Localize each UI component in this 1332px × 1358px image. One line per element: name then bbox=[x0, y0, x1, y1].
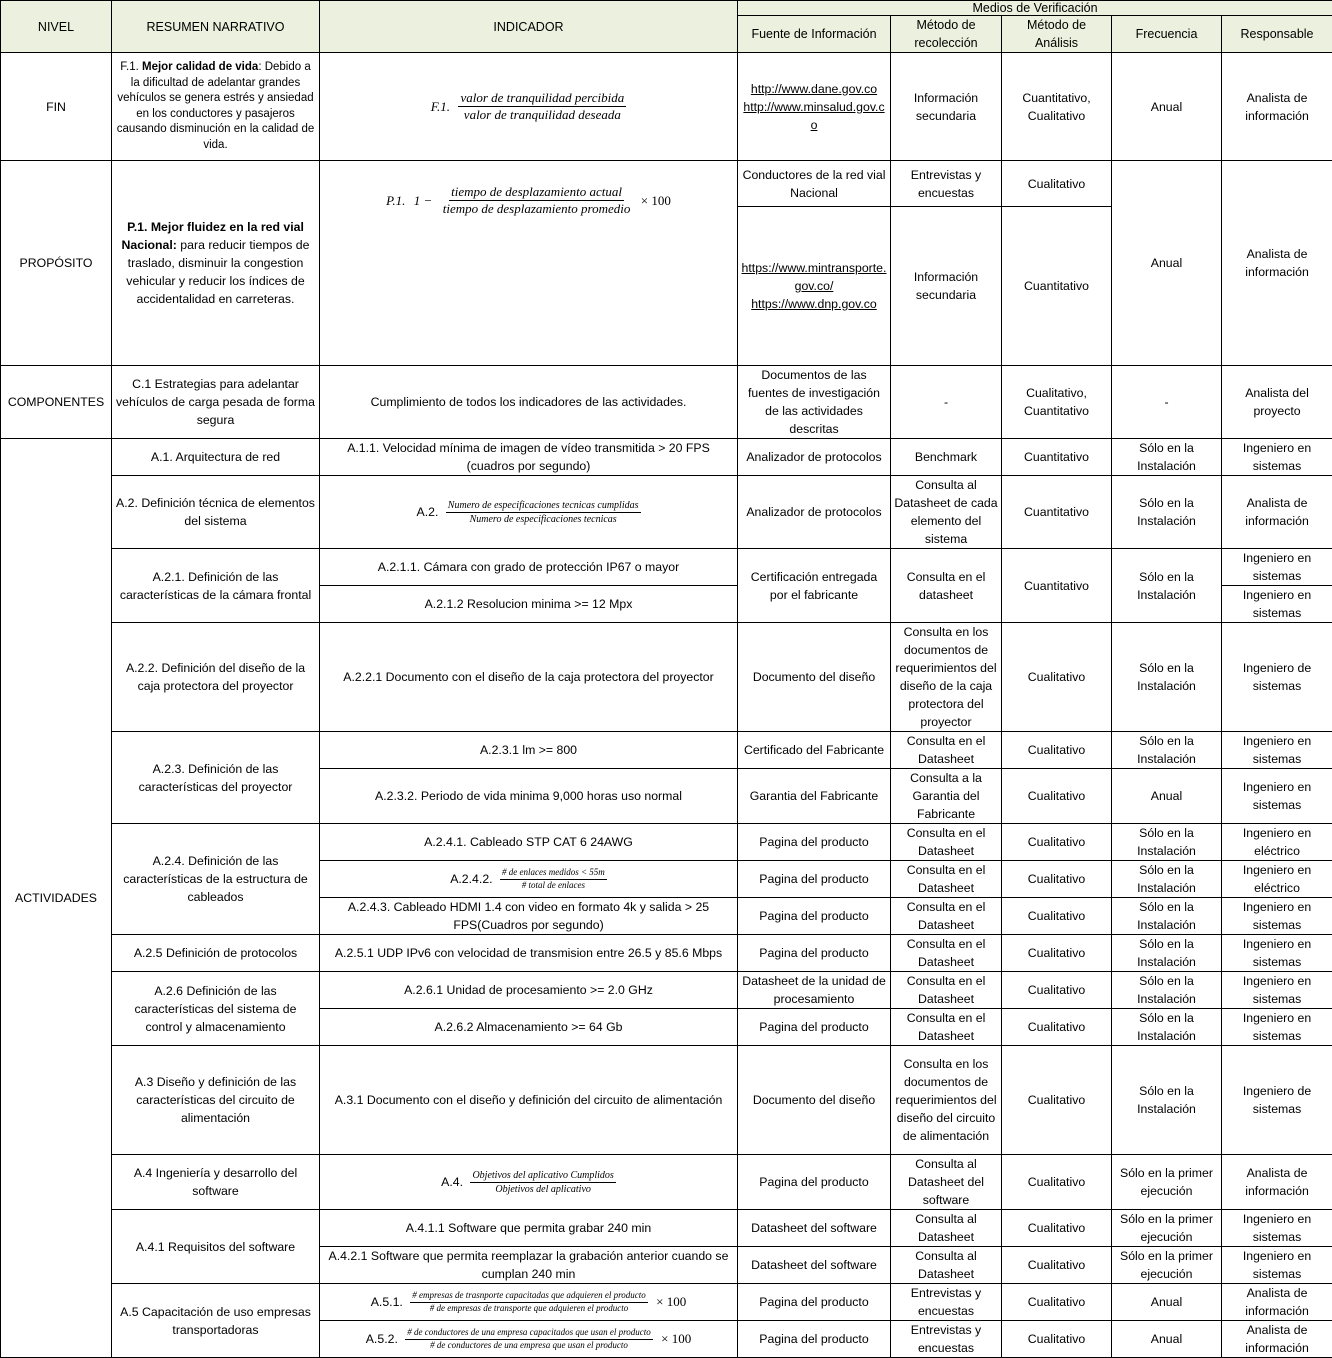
nivel-fin: FIN bbox=[1, 53, 112, 161]
analisis-fin: Cuantitativo, Cualitativo bbox=[1002, 53, 1112, 161]
frecuencia-a241: Sólo en la Instalación bbox=[1112, 824, 1222, 861]
recoleccion-a243: Consulta en el Datasheet bbox=[891, 898, 1002, 935]
resumen-a5: A.5 Capacitación de uso empresas transportadoras bbox=[112, 1284, 320, 1358]
indicador-a22: A.2.2.1 Documento con el diseño de la caja protectora del proyector bbox=[320, 623, 738, 732]
responsable-a262: Ingeniero en sistemas bbox=[1222, 1009, 1332, 1046]
recoleccion-a25: Consulta en el Datasheet bbox=[891, 935, 1002, 972]
responsable-a51: Analista de información bbox=[1222, 1284, 1332, 1321]
responsable-a22: Ingeniero de sistemas bbox=[1222, 623, 1332, 732]
indicador-a241: A.2.4.1. Cableado STP CAT 6 24AWG bbox=[320, 824, 738, 861]
recoleccion-a2: Consulta al Datasheet de cada elemento del sistema bbox=[891, 476, 1002, 549]
indicador-a243: A.2.4.3. Cableado HDMI 1.4 con video en formato 4k y salida > 25 FPS(Cuadros por segundo) bbox=[320, 898, 738, 935]
responsable-a52: Analista de información bbox=[1222, 1321, 1332, 1358]
recoleccion-a22: Consulta en los documentos de requerimientos del diseño de la caja protectora del proyector bbox=[891, 623, 1002, 732]
recoleccion-a52: Entrevistas y encuestas bbox=[891, 1321, 1002, 1358]
analisis-a21: Cuantitativo bbox=[1002, 549, 1112, 623]
fuente-a243: Pagina del producto bbox=[738, 898, 891, 935]
frecuencia-a51: Anual bbox=[1112, 1284, 1222, 1321]
recoleccion-a411: Consulta al Datasheet bbox=[891, 1210, 1002, 1247]
indicador-a231: A.2.3.1 lm >= 800 bbox=[320, 732, 738, 769]
frecuencia-a52: Anual bbox=[1112, 1321, 1222, 1358]
indicador-fin: F.1. $\frac{\text{valor de tranquilidad percibida}}{\text{valor de tranquilidad deseada}}$ bbox=[320, 53, 738, 161]
nivel-actividades: ACTIVIDADES bbox=[1, 439, 112, 1358]
frecuencia-fin: Anual bbox=[1112, 53, 1222, 161]
fuente-componentes: Documentos de las fuentes de investigación de las actividades descritas bbox=[738, 366, 891, 439]
responsable-a231: Ingeniero en sistemas bbox=[1222, 732, 1332, 769]
fuente-a262: Pagina del producto bbox=[738, 1009, 891, 1046]
analisis-a231: Cualitativo bbox=[1002, 732, 1112, 769]
indicador-a25: A.2.5.1 UDP IPv6 con velocidad de transmision entre 26.5 y 85.6 Mbps bbox=[320, 935, 738, 972]
resumen-a23: A.2.3. Definición de las características del proyector bbox=[112, 732, 320, 824]
analisis-a421: Cualitativo bbox=[1002, 1247, 1112, 1284]
frecuencia-a3: Sólo en la Instalación bbox=[1112, 1046, 1222, 1155]
recoleccion-a232: Consulta a la Garantia del Fabricante bbox=[891, 769, 1002, 824]
recoleccion-a231: Consulta en el Datasheet bbox=[891, 732, 1002, 769]
header-medios: Medios de Verificación bbox=[738, 1, 1332, 16]
frecuencia-a22: Sólo en la Instalación bbox=[1112, 623, 1222, 732]
analisis-a242: Cualitativo bbox=[1002, 861, 1112, 898]
recoleccion-proposito-b: Información secundaria bbox=[891, 207, 1002, 366]
resumen-a24: A.2.4. Definición de las características de la estructura de cableados bbox=[112, 824, 320, 935]
analisis-a52: Cualitativo bbox=[1002, 1321, 1112, 1358]
frecuencia-a21: Sólo en la Instalación bbox=[1112, 549, 1222, 623]
frecuencia-a25: Sólo en la Instalación bbox=[1112, 935, 1222, 972]
link-dane[interactable]: http://www.dane.gov.co bbox=[741, 80, 887, 98]
recoleccion-a3: Consulta en los documentos de requerimientos del diseño del circuito de alimentación bbox=[891, 1046, 1002, 1155]
analisis-a232: Cualitativo bbox=[1002, 769, 1112, 824]
analisis-a22: Cualitativo bbox=[1002, 623, 1112, 732]
responsable-a242: Ingeniero en eléctrico bbox=[1222, 861, 1332, 898]
analisis-a3: Cualitativo bbox=[1002, 1046, 1112, 1155]
responsable-a3: Ingeniero de sistemas bbox=[1222, 1046, 1332, 1155]
fuente-a22: Documento del diseño bbox=[738, 623, 891, 732]
resumen-a26: A.2.6 Definición de las características del sistema de control y almacenamiento bbox=[112, 972, 320, 1046]
recoleccion-a51: Entrevistas y encuestas bbox=[891, 1284, 1002, 1321]
responsable-proposito: Analista de información bbox=[1222, 161, 1332, 366]
fuente-a261: Datasheet de la unidad de procesamiento bbox=[738, 972, 891, 1009]
responsable-componentes: Analista del proyecto bbox=[1222, 366, 1332, 439]
indicador-a211: A.2.1.1. Cámara con grado de protección IP67 o mayor bbox=[320, 549, 738, 586]
resumen-a3: A.3 Diseño y definición de las características del circuito de alimentación bbox=[112, 1046, 320, 1155]
indicador-a261: A.2.6.1 Unidad de procesamiento >= 2.0 GHz bbox=[320, 972, 738, 1009]
indicador-proposito: P.1. 1 − $\frac{\text{tiempo de desplazamiento actual}}{\text{tiempo de desplazamiento promedio}}$ × 100 bbox=[320, 161, 738, 366]
resumen-a1: A.1. Arquitectura de red bbox=[112, 439, 320, 476]
analisis-a25: Cualitativo bbox=[1002, 935, 1112, 972]
analisis-proposito-b: Cuantitativo bbox=[1002, 207, 1112, 366]
fuente-proposito-b bbox=[738, 207, 891, 366]
frecuencia-a1: Sólo en la Instalación bbox=[1112, 439, 1222, 476]
recoleccion-a241: Consulta en el Datasheet bbox=[891, 824, 1002, 861]
analisis-a243: Cualitativo bbox=[1002, 898, 1112, 935]
indicador-a212: A.2.1.2 Resolucion minima >= 12 Mpx bbox=[320, 586, 738, 623]
recoleccion-a1: Benchmark bbox=[891, 439, 1002, 476]
resumen-a4: A.4 Ingeniería y desarrollo del software bbox=[112, 1155, 320, 1210]
resumen-a41: A.4.1 Requisitos del software bbox=[112, 1210, 320, 1284]
fuente-fin bbox=[738, 53, 891, 161]
header-analisis: Método de Análisis bbox=[1002, 16, 1112, 53]
header-frecuencia: Frecuencia bbox=[1112, 16, 1222, 53]
fuente-a21: Certificación entregada por el fabricante bbox=[738, 549, 891, 623]
analisis-a1: Cuantitativo bbox=[1002, 439, 1112, 476]
fuente-a411: Datasheet del software bbox=[738, 1210, 891, 1247]
header-responsable: Responsable bbox=[1222, 16, 1332, 53]
indicador-a421: A.4.2.1 Software que permita reemplazar la grabación anterior cuando se cumplan 240 min bbox=[320, 1247, 738, 1284]
resumen-a25: A.2.5 Definición de protocolos bbox=[112, 935, 320, 972]
responsable-a232: Ingeniero en sistemas bbox=[1222, 769, 1332, 824]
analisis-componentes: Cualitativo, Cuantitativo bbox=[1002, 366, 1112, 439]
fuente-a241: Pagina del producto bbox=[738, 824, 891, 861]
resumen-a2: A.2. Definición técnica de elementos del sistema bbox=[112, 476, 320, 549]
recoleccion-a21: Consulta en el datasheet bbox=[891, 549, 1002, 623]
nivel-proposito: PROPÓSITO bbox=[1, 161, 112, 366]
analisis-a241: Cualitativo bbox=[1002, 824, 1112, 861]
header-recoleccion: Método de recolección bbox=[891, 16, 1002, 53]
indicador-a262: A.2.6.2 Almacenamiento >= 64 Gb bbox=[320, 1009, 738, 1046]
analisis-a4: Cualitativo bbox=[1002, 1155, 1112, 1210]
frecuencia-a242: Sólo en la Instalación bbox=[1112, 861, 1222, 898]
resumen-fin: F.1. Mejor calidad de vida: Debido a la dificultad de adelantar grandes vehículos se genera estrés y ansiedad en los conductores y pasajeros causando disminución en la calidad de vida. bbox=[112, 53, 320, 161]
indicador-a51: A.5.1. # empresas de trasnporte capacitadas que adquieren el producto # de empresas de transporte que adquieren el producto × 100 bbox=[320, 1284, 738, 1321]
fuente-a231: Certificado del Fabricante bbox=[738, 732, 891, 769]
fuente-a25: Pagina del producto bbox=[738, 935, 891, 972]
recoleccion-a262: Consulta en el Datasheet bbox=[891, 1009, 1002, 1046]
responsable-a25: Ingeniero en sistemas bbox=[1222, 935, 1332, 972]
responsable-fin: Analista de información bbox=[1222, 53, 1332, 161]
header-fuente: Fuente de Información bbox=[738, 16, 891, 53]
responsable-a2: Analista de información bbox=[1222, 476, 1332, 549]
indicador-componentes: Cumplimiento de todos los indicadores de las actividades. bbox=[320, 366, 738, 439]
header-resumen: RESUMEN NARRATIVO bbox=[112, 1, 320, 53]
responsable-a243: Ingeniero en sistemas bbox=[1222, 898, 1332, 935]
indicador-a232: A.2.3.2. Periodo de vida minima 9,000 horas uso normal bbox=[320, 769, 738, 824]
frecuencia-a411: Sólo en la primer ejecución bbox=[1112, 1210, 1222, 1247]
recoleccion-a261: Consulta en el Datasheet bbox=[891, 972, 1002, 1009]
analisis-a262: Cualitativo bbox=[1002, 1009, 1112, 1046]
link-mintransporte[interactable]: https://www.mintransporte.gov.co/ bbox=[741, 259, 887, 295]
frecuencia-a261: Sólo en la Instalación bbox=[1112, 972, 1222, 1009]
analisis-a411: Cualitativo bbox=[1002, 1210, 1112, 1247]
responsable-a411: Ingeniero en sistemas bbox=[1222, 1210, 1332, 1247]
indicador-a52: A.5.2. # de conductores de una empresa capacitados que usan el producto # de conductores de una empresa que usan el producto × 100 bbox=[320, 1321, 738, 1358]
fuente-a3: Documento del diseño bbox=[738, 1046, 891, 1155]
frecuencia-a4: Sólo en la primer ejecución bbox=[1112, 1155, 1222, 1210]
recoleccion-proposito-a: Entrevistas y encuestas bbox=[891, 161, 1002, 207]
frecuencia-a232: Anual bbox=[1112, 769, 1222, 824]
indicador-a3: A.3.1 Documento con el diseño y definición del circuito de alimentación bbox=[320, 1046, 738, 1155]
nivel-componentes: COMPONENTES bbox=[1, 366, 112, 439]
fuente-proposito-a: Conductores de la red vial Nacional bbox=[738, 161, 891, 207]
frecuencia-a2: Sólo en la Instalación bbox=[1112, 476, 1222, 549]
resumen-a21: A.2.1. Definición de las características de la cámara frontal bbox=[112, 549, 320, 623]
fuente-a1: Analizador de protocolos bbox=[738, 439, 891, 476]
frecuencia-a262: Sólo en la Instalación bbox=[1112, 1009, 1222, 1046]
indicador-a242: A.2.4.2. $\frac{\text{\# de enlaces medidos < 55m}}{\text{\# total de enlaces}}$ bbox=[320, 861, 738, 898]
responsable-a1: Ingeniero en sistemas bbox=[1222, 439, 1332, 476]
fuente-a2: Analizador de protocolos bbox=[738, 476, 891, 549]
indicador-a4: A.4. $\frac{\text{Objetivos del aplicativo Cumplidos}}{\text{Objetivos del aplicativo}}$ bbox=[320, 1155, 738, 1210]
fuente-a52: Pagina del producto bbox=[738, 1321, 891, 1358]
resumen-proposito: P.1. Mejor fluidez en la red vial Nacional: para reducir tiempos de traslado, disminuir la congestion vehicular y reducir los índices de accidentalidad en carreteras. bbox=[112, 161, 320, 366]
indicador-a411: A.4.1.1 Software que permita grabar 240 min bbox=[320, 1210, 738, 1247]
recoleccion-a421: Consulta al Datasheet bbox=[891, 1247, 1002, 1284]
responsable-a211: Ingeniero en sistemas bbox=[1222, 549, 1332, 586]
resumen-a22: A.2.2. Definición del diseño de la caja protectora del proyector bbox=[112, 623, 320, 732]
link-minsalud[interactable]: http://www.minsalud.gov.co bbox=[741, 98, 887, 134]
recoleccion-componentes: - bbox=[891, 366, 1002, 439]
frecuencia-a243: Sólo en la Instalación bbox=[1112, 898, 1222, 935]
recoleccion-fin: Información secundaria bbox=[891, 53, 1002, 161]
fuente-a51: Pagina del producto bbox=[738, 1284, 891, 1321]
fuente-a232: Garantia del Fabricante bbox=[738, 769, 891, 824]
analisis-a51: Cualitativo bbox=[1002, 1284, 1112, 1321]
indicador-a1: A.1.1. Velocidad mínima de imagen de vídeo transmitida > 20 FPS (cuadros por segundo) bbox=[320, 439, 738, 476]
resumen-componentes: C.1 Estrategias para adelantar vehículos de carga pesada de forma segura bbox=[112, 366, 320, 439]
frecuencia-a421: Sólo en la primer ejecución bbox=[1112, 1247, 1222, 1284]
analisis-a261: Cualitativo bbox=[1002, 972, 1112, 1009]
frecuencia-a231: Sólo en la Instalación bbox=[1112, 732, 1222, 769]
recoleccion-a4: Consulta al Datasheet del software bbox=[891, 1155, 1002, 1210]
responsable-a212: Ingeniero en sistemas bbox=[1222, 586, 1332, 623]
responsable-a241: Ingeniero en eléctrico bbox=[1222, 824, 1332, 861]
fuente-a421: Datasheet del software bbox=[738, 1247, 891, 1284]
header-nivel: NIVEL bbox=[1, 1, 112, 53]
indicador-a2: A.2. $\frac{\text{Numero de especificaciones tecnicas cumplidas}}{\text{Numero de especificaciones tecnicas}}$ bbox=[320, 476, 738, 549]
frecuencia-componentes: - bbox=[1112, 366, 1222, 439]
link-dnp[interactable]: https://www.dnp.gov.co bbox=[741, 295, 887, 313]
fuente-a242: Pagina del producto bbox=[738, 861, 891, 898]
fuente-a4: Pagina del producto bbox=[738, 1155, 891, 1210]
header-indicador: INDICADOR bbox=[320, 1, 738, 53]
analisis-proposito-a: Cualitativo bbox=[1002, 161, 1112, 207]
responsable-a261: Ingeniero en sistemas bbox=[1222, 972, 1332, 1009]
responsable-a4: Analista de información bbox=[1222, 1155, 1332, 1210]
recoleccion-a242: Consulta en el Datasheet bbox=[891, 861, 1002, 898]
frecuencia-proposito: Anual bbox=[1112, 161, 1222, 366]
responsable-a421: Ingeniero en sistemas bbox=[1222, 1247, 1332, 1284]
analisis-a2: Cuantitativo bbox=[1002, 476, 1112, 549]
